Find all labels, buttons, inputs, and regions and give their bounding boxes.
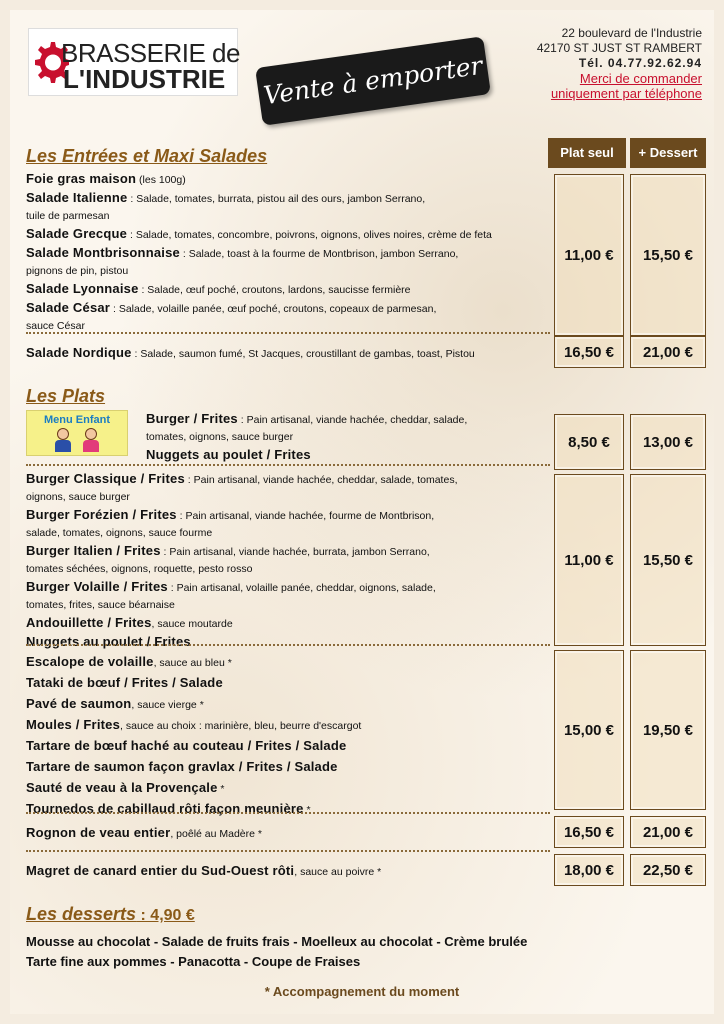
price-burgers-plat: 11,00 €	[554, 474, 624, 646]
children-icon	[53, 428, 101, 452]
price-magret-plat: 18,00 €	[554, 854, 624, 886]
dish-name: Nuggets au poulet / Frites	[26, 634, 191, 649]
dish-name: Burger Volaille / Frites	[26, 579, 168, 594]
list-item	[26, 299, 546, 318]
list-item	[26, 244, 546, 263]
desserts-price: : 4,90 €	[136, 907, 195, 924]
mains-list	[26, 652, 546, 820]
divider	[26, 812, 550, 814]
list-item	[26, 208, 546, 225]
list-item	[146, 429, 546, 446]
list-item	[26, 578, 546, 597]
list-item	[26, 652, 546, 673]
price-entrees-plat: 11,00 €	[554, 174, 624, 336]
list-item	[146, 410, 546, 429]
list-item	[26, 189, 546, 208]
order-note-line2: uniquement par téléphone	[550, 86, 702, 101]
dish-desc: : Salade, saumon fumé, St Jacques, croustillant de gambas, toast, Pistou	[131, 348, 475, 360]
list-item	[26, 170, 546, 189]
address-line1: 22 boulevard de l'Industrie	[561, 26, 702, 40]
list-item	[26, 470, 546, 489]
list-item	[26, 489, 546, 506]
column-plus-dessert: + Dessert	[630, 138, 706, 168]
dish-desc: oignons, sauce burger	[26, 491, 130, 503]
dish-name: Pavé de saumon	[26, 696, 132, 711]
dish-desc: tomates, oignons, sauce burger	[146, 431, 294, 443]
dish-desc: , sauce au bleu *	[153, 657, 232, 669]
list-item	[26, 280, 546, 299]
list-item	[26, 736, 546, 757]
dish-name: Magret de canard entier du Sud-Ouest rôti	[26, 863, 295, 878]
order-note-line1: Merci de commander	[579, 71, 702, 86]
list-item	[146, 446, 546, 465]
list-item	[26, 614, 546, 633]
desserts-list	[26, 932, 527, 972]
dish-desc: tomates séchées, oignons, roquette, pesto rosso	[26, 563, 253, 575]
dish-name: Foie gras maison	[26, 171, 137, 186]
dish-desc: : Pain artisanal, viande hachée, cheddar, salade,	[237, 414, 468, 426]
dish-desc: salade, tomates, oignons, sauce fourme	[26, 527, 213, 539]
dish-desc: : Salade, œuf poché, croutons, lardons, saucisse fermière	[138, 284, 411, 296]
logo-line2: L'INDUSTRIE	[63, 64, 226, 94]
dish-name: Burger / Frites	[146, 411, 238, 426]
list-item	[26, 673, 546, 694]
list-item	[26, 757, 546, 778]
price-burgers-dessert: 15,50 €	[630, 474, 706, 646]
desserts-title: Les desserts	[26, 904, 137, 924]
section-title-plats: Les Plats	[26, 386, 106, 406]
dish-name: Andouillette / Frites	[26, 615, 152, 630]
enfant-list	[146, 410, 546, 465]
list-item-nordique	[26, 344, 546, 363]
desserts-line2: Tarte fine aux pommes - Panacotta - Coupe de Fraises	[26, 954, 361, 969]
dish-desc: : Pain artisanal, viande hachée, burrata, jambon Serrano,	[160, 546, 430, 558]
list-item	[26, 225, 546, 244]
dish-desc: , sauce moutarde	[151, 618, 233, 630]
burgers-list	[26, 470, 546, 652]
dish-desc: sauce César	[26, 320, 85, 332]
list-item	[26, 597, 546, 614]
dish-desc: (les 100g)	[136, 174, 186, 186]
list-item	[26, 263, 546, 280]
divider	[26, 332, 550, 334]
list-item-rognon	[26, 824, 546, 843]
dish-desc: : Pain artisanal, volaille panée, cheddar, oignons, salade,	[167, 582, 436, 594]
dish-desc: , sauce vierge *	[131, 699, 204, 711]
list-item	[26, 799, 546, 820]
menu-enfant-badge	[26, 410, 128, 456]
price-mains-plat: 15,00 €	[554, 650, 624, 810]
price-enfant-dessert: 13,00 €	[630, 414, 706, 470]
divider	[26, 644, 550, 646]
menu-enfant-label: Menu Enfant	[44, 414, 110, 426]
footer-note: * Accompagnement du moment	[264, 984, 460, 999]
dish-desc: *	[217, 783, 225, 795]
dish-name: Nuggets au poulet / Frites	[146, 447, 311, 462]
price-rognon-dessert: 21,00 €	[630, 816, 706, 848]
list-item	[26, 633, 546, 652]
dish-desc: : Salade, volaille panée, œuf poché, croutons, copeaux de parmesan,	[110, 303, 437, 315]
dish-name: Salade Montbrisonnaise	[26, 245, 180, 260]
dish-desc: : Pain artisanal, viande hachée, fourme de Montbrison,	[176, 510, 435, 522]
dish-name: Moules / Frites	[26, 717, 121, 732]
dish-desc: tomates, frites, sauce béarnaise	[26, 599, 175, 611]
list-item	[26, 561, 546, 578]
dish-name: Salade César	[26, 300, 111, 315]
list-item-magret	[26, 862, 546, 881]
dish-name: Salade Nordique	[26, 345, 132, 360]
dish-desc: , poêlé au Madère *	[170, 828, 262, 840]
dish-desc: : Salade, tomates, burrata, pistou ail des ours, jambon Serrano,	[127, 193, 426, 205]
price-magret-dessert: 22,50 €	[630, 854, 706, 886]
dish-desc: tuile de parmesan	[26, 210, 110, 222]
dish-desc: *	[303, 804, 311, 816]
entrees-list	[26, 170, 546, 335]
price-enfant-plat: 8,50 €	[554, 414, 624, 470]
dish-name: Sauté de veau à la Provençale	[26, 780, 218, 795]
dish-name: Salade Lyonnaise	[26, 281, 139, 296]
address-block	[537, 26, 702, 101]
divider	[26, 464, 550, 466]
price-rognon-plat: 16,50 €	[554, 816, 624, 848]
dish-name: Salade Grecque	[26, 226, 128, 241]
list-item	[26, 542, 546, 561]
logo-line1: BRASSERIE de	[61, 38, 240, 68]
list-item	[26, 525, 546, 542]
list-item	[26, 694, 546, 715]
takeaway-text: Vente à emporter	[261, 50, 485, 111]
dish-desc: , sauce au choix : marinière, bleu, beurre d'escargot	[120, 720, 362, 732]
dish-desc: : Salade, toast à la fourme de Montbrison, jambon Serrano,	[179, 248, 459, 260]
divider	[26, 850, 550, 852]
dish-desc: , sauce au poivre *	[294, 866, 382, 878]
price-mains-dessert: 19,50 €	[630, 650, 706, 810]
dish-name: Escalope de volaille	[26, 654, 154, 669]
dish-name: Salade Italienne	[26, 190, 128, 205]
desserts-line1: Mousse au chocolat - Salade de fruits frais - Moelleux au chocolat - Crème brulée	[26, 934, 528, 949]
menu-page	[10, 10, 714, 1014]
price-nordique-dessert: 21,00 €	[630, 336, 706, 368]
dish-name: Tartare de saumon façon gravlax / Frites / Salade	[26, 759, 338, 774]
dish-name: Tournedos de cabillaud rôti façon meunière	[26, 801, 304, 816]
section-title-desserts	[26, 904, 195, 925]
dish-desc: pignons de pin, pistou	[26, 265, 129, 277]
list-item	[26, 715, 546, 736]
brasserie-logo	[28, 28, 238, 96]
section-title-entrees: Les Entrées et Maxi Salades	[26, 146, 268, 166]
address-line2: 42170 ST JUST ST RAMBERT	[536, 41, 702, 55]
dish-name: Tataki de bœuf / Frites / Salade	[26, 675, 223, 690]
list-item	[26, 506, 546, 525]
dish-desc: : Pain artisanal, viande hachée, cheddar, salade, tomates,	[184, 474, 458, 486]
price-nordique-plat: 16,50 €	[554, 336, 624, 368]
column-plat-seul: Plat seul	[548, 138, 626, 168]
phone-number[interactable]: Tél. 04.77.92.62.94	[578, 56, 702, 70]
dish-name: Tartare de bœuf haché au couteau / Frites / Salade	[26, 738, 347, 753]
list-item	[26, 778, 546, 799]
dish-name: Rognon de veau entier	[26, 825, 171, 840]
dish-desc: : Salade, tomates, concombre, poivrons, oignons, olives noires, crème de feta	[127, 229, 492, 241]
dish-name: Burger Italien / Frites	[26, 543, 161, 558]
price-entrees-dessert: 15,50 €	[630, 174, 706, 336]
takeaway-stamp	[255, 36, 491, 125]
dish-name: Burger Forézien / Frites	[26, 507, 177, 522]
dish-name: Burger Classique / Frites	[26, 471, 185, 486]
